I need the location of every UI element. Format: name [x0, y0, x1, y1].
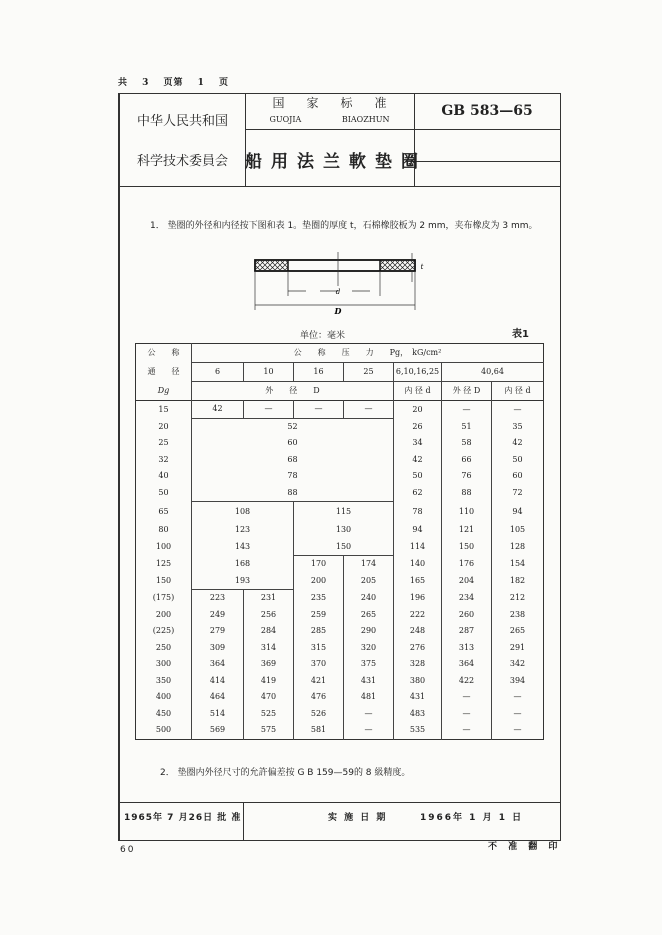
- table-row: [136, 673, 544, 690]
- outer-diameter-cell: 419: [244, 673, 294, 690]
- header-p-inner: 6,10,16,25: [394, 363, 442, 382]
- inner-diameter-high-pressure-cell: 42: [492, 435, 544, 452]
- inner-diameter-cell: 535: [394, 722, 442, 739]
- outer-diameter-high-pressure-cell: 287: [442, 623, 492, 640]
- outer-diameter-cell: —: [344, 706, 394, 723]
- nominal-diameter-cell: 40: [158, 471, 169, 481]
- outer-diameter-cell: 364: [192, 656, 244, 673]
- table-row: [136, 522, 544, 539]
- table-row: [136, 502, 544, 523]
- outer-diameter-high-pressure-cell: 260: [442, 607, 492, 624]
- outer-diameter-cell: 130: [294, 522, 394, 539]
- divider: [120, 802, 560, 803]
- outer-diameter-cell: 414: [192, 673, 244, 690]
- clause-1: 1． 垫圈的外径和内径按下图和表 1。垫圈的厚度 t，石棉橡胶板为 2 mm，夹布橡皮为 3 mm。: [150, 221, 538, 231]
- inner-diameter-cell: 78: [394, 502, 442, 523]
- outer-diameter-cell: 68: [192, 452, 394, 469]
- divider: [245, 129, 560, 130]
- outer-diameter-cell: 279: [192, 623, 244, 640]
- nominal-diameter-cell: 100: [155, 542, 172, 551]
- inner-diameter-high-pressure-cell: 291: [492, 640, 544, 657]
- page-counter: 共 3 页第 1 页: [118, 78, 230, 88]
- inner-diameter-high-pressure-cell: 50: [492, 452, 544, 469]
- inner-diameter-cell: 20: [394, 401, 442, 419]
- inner-diameter-high-pressure-cell: —: [492, 401, 544, 419]
- inner-diameter-high-pressure-cell: 394: [492, 673, 544, 690]
- inner-diameter-high-pressure-cell: 154: [492, 556, 544, 573]
- inner-diameter-high-pressure-cell: 94: [492, 502, 544, 523]
- inner-diameter-high-pressure-cell: 128: [492, 539, 544, 556]
- nominal-diameter-cell: 32: [158, 454, 169, 464]
- inner-diameter-high-pressure-cell: 60: [492, 468, 544, 485]
- outer-diameter-cell: 285: [294, 623, 344, 640]
- gasket-dimensions-table: [135, 343, 544, 740]
- outer-diameter-high-pressure-cell: —: [442, 401, 492, 419]
- table-row: [136, 706, 544, 723]
- outer-diameter-cell: 369: [244, 656, 294, 673]
- outer-diameter-cell: 115: [294, 502, 394, 523]
- header-p10: 10: [244, 363, 294, 382]
- no-reprint: 不 准 翻 印: [488, 842, 562, 852]
- standard-cn: 国家标准: [272, 96, 409, 110]
- outer-diameter-high-pressure-cell: 204: [442, 573, 492, 590]
- outer-diameter-cell: 108: [192, 502, 294, 523]
- outer-diameter-high-pressure-cell: —: [442, 689, 492, 706]
- outer-diameter-high-pressure-cell: 150: [442, 539, 492, 556]
- inner-diameter-cell: 62: [394, 485, 442, 502]
- table-row: [136, 485, 544, 502]
- outer-diameter-cell: 265: [344, 607, 394, 624]
- nominal-diameter-cell: 20: [158, 421, 169, 431]
- outer-diameter-high-pressure-cell: 422: [442, 673, 492, 690]
- outer-diameter-cell: 60: [192, 435, 394, 452]
- outer-diameter-cell: 431: [344, 673, 394, 690]
- header-inner-d: 内 径 d: [394, 382, 442, 401]
- outer-diameter-cell: 375: [344, 656, 394, 673]
- table-caption: 表1: [512, 329, 529, 340]
- org-line1: 中华人民共和国: [136, 114, 228, 129]
- inner-diameter-cell: 26: [394, 418, 442, 435]
- header-dg-line3: Dg: [157, 385, 170, 395]
- outer-diameter-high-pressure-cell: 58: [442, 435, 492, 452]
- inner-diameter-cell: 248: [394, 623, 442, 640]
- outer-diameter-cell: 314: [244, 640, 294, 657]
- header-p-high: 40,64: [442, 363, 544, 382]
- outer-diameter-cell: 231: [244, 590, 294, 607]
- outer-diameter-cell: 470: [244, 689, 294, 706]
- inner-diameter-cell: 276: [394, 640, 442, 657]
- outer-diameter-cell: 168: [192, 556, 294, 573]
- inner-diameter-high-pressure-cell: —: [492, 722, 544, 739]
- header-outer-D: 外 径 D: [192, 382, 394, 401]
- outer-diameter-cell: 284: [244, 623, 294, 640]
- outer-diameter-cell: 514: [192, 706, 244, 723]
- outer-diameter-high-pressure-cell: 88: [442, 485, 492, 502]
- nominal-diameter-cell: 450: [155, 708, 172, 718]
- table-row: [136, 556, 544, 573]
- outer-diameter-high-pressure-cell: 234: [442, 590, 492, 607]
- label-d: d: [335, 288, 341, 296]
- nominal-diameter-cell: 50: [158, 488, 169, 497]
- outer-diameter-cell: 205: [344, 573, 394, 590]
- inner-diameter-cell: 34: [394, 435, 442, 452]
- nominal-diameter-cell: 15: [158, 404, 169, 414]
- outer-diameter-cell: 42: [192, 401, 244, 419]
- gasket-diagram: [250, 250, 430, 315]
- header-inner-d2: 内 径 d: [492, 382, 544, 401]
- label-t: t: [420, 263, 424, 271]
- inner-diameter-cell: 196: [394, 590, 442, 607]
- divider: [243, 802, 244, 840]
- outer-diameter-cell: 170: [294, 556, 344, 573]
- table-row: [136, 656, 544, 673]
- outer-diameter-cell: 193: [192, 573, 294, 590]
- header-outer-D2: 外 径 D: [442, 382, 492, 401]
- divider: [120, 186, 560, 187]
- outer-diameter-high-pressure-cell: 313: [442, 640, 492, 657]
- nominal-diameter-cell: 65: [158, 506, 169, 516]
- inner-diameter-high-pressure-cell: 105: [492, 522, 544, 539]
- outer-diameter-cell: 476: [294, 689, 344, 706]
- nominal-diameter-cell: 350: [155, 675, 172, 685]
- nominal-diameter-cell: (225): [152, 626, 175, 636]
- page-number: 60: [120, 845, 136, 855]
- divider: [414, 161, 560, 162]
- standard-number: GB 583—65: [441, 103, 533, 119]
- outer-diameter-cell: 256: [244, 607, 294, 624]
- outer-diameter-cell: 526: [294, 706, 344, 723]
- inner-diameter-high-pressure-cell: 72: [492, 485, 544, 502]
- inner-diameter-cell: 165: [394, 573, 442, 590]
- outer-diameter-cell: —: [344, 401, 394, 419]
- outer-diameter-cell: 575: [244, 722, 294, 739]
- outer-diameter-cell: —: [294, 401, 344, 419]
- header-dg-line1: 公 称: [147, 348, 180, 358]
- outer-diameter-high-pressure-cell: 66: [442, 452, 492, 469]
- outer-diameter-cell: 581: [294, 722, 344, 739]
- outer-diameter-high-pressure-cell: 51: [442, 418, 492, 435]
- document-title: 船用法兰軟垫圈: [245, 152, 427, 172]
- outer-diameter-cell: 240: [344, 590, 394, 607]
- nominal-diameter-cell: 25: [158, 438, 169, 448]
- outer-diameter-high-pressure-cell: 176: [442, 556, 492, 573]
- inner-diameter-high-pressure-cell: 182: [492, 573, 544, 590]
- nominal-diameter-cell: 400: [155, 692, 172, 702]
- inner-diameter-high-pressure-cell: 238: [492, 607, 544, 624]
- clause-2: 2． 垫圈内外径尺寸的允許偏差按 G B 159—59的 8 級精度。: [160, 768, 411, 778]
- outer-diameter-cell: 464: [192, 689, 244, 706]
- outer-diameter-cell: 320: [344, 640, 394, 657]
- nominal-diameter-cell: 150: [155, 576, 172, 585]
- inner-diameter-cell: 50: [394, 468, 442, 485]
- nominal-diameter-cell: 500: [155, 725, 172, 735]
- table-row: [136, 689, 544, 706]
- table-row: [136, 623, 544, 640]
- outer-diameter-high-pressure-cell: 110: [442, 502, 492, 523]
- table-row: [136, 452, 544, 469]
- outer-diameter-cell: 78: [192, 468, 394, 485]
- header-p25: 25: [344, 363, 394, 382]
- outer-diameter-cell: 123: [192, 522, 294, 539]
- nominal-diameter-cell: 200: [155, 609, 172, 619]
- outer-diameter-high-pressure-cell: 121: [442, 522, 492, 539]
- inner-diameter-cell: 140: [394, 556, 442, 573]
- approval-date: 1965年 7 月26日 批 准: [124, 813, 242, 823]
- outer-diameter-high-pressure-cell: —: [442, 722, 492, 739]
- outer-diameter-cell: —: [344, 722, 394, 739]
- nominal-diameter-cell: 250: [155, 642, 172, 652]
- outer-diameter-cell: 200: [294, 573, 344, 590]
- table-row: [136, 722, 544, 739]
- outer-diameter-high-pressure-cell: 76: [442, 468, 492, 485]
- inner-diameter-high-pressure-cell: —: [492, 706, 544, 723]
- table-row: [136, 573, 544, 590]
- inner-diameter-cell: 431: [394, 689, 442, 706]
- outer-diameter-cell: 143: [192, 539, 294, 556]
- table-row: [136, 435, 544, 452]
- header-pressure: 公 称 压 力 Pg， kG/cm²: [192, 344, 544, 363]
- outer-diameter-cell: 235: [294, 590, 344, 607]
- outer-diameter-cell: 481: [344, 689, 394, 706]
- outer-diameter-cell: 370: [294, 656, 344, 673]
- outer-diameter-cell: 290: [344, 623, 394, 640]
- standard-pinyin: GUOJIA BIAOZHUN: [269, 115, 390, 124]
- table-row: [136, 468, 544, 485]
- table-row: [136, 539, 544, 556]
- inner-diameter-cell: 380: [394, 673, 442, 690]
- nominal-diameter-cell: 80: [158, 525, 169, 535]
- unit-label: 单位：毫米: [300, 331, 346, 341]
- inner-diameter-high-pressure-cell: 265: [492, 623, 544, 640]
- inner-diameter-cell: 483: [394, 706, 442, 723]
- outer-diameter-cell: 259: [294, 607, 344, 624]
- org-line2: 科学技术委員会: [136, 154, 228, 169]
- effective-date: 1966年 1 月 1 日: [420, 813, 524, 823]
- effective-label: 实 施 日 期: [328, 813, 388, 823]
- table-row: [136, 640, 544, 657]
- inner-diameter-high-pressure-cell: 342: [492, 656, 544, 673]
- outer-diameter-cell: 421: [294, 673, 344, 690]
- header-p6: 6: [192, 363, 244, 382]
- inner-diameter-cell: 94: [394, 522, 442, 539]
- nominal-diameter-cell: (175): [152, 593, 175, 602]
- outer-diameter-cell: 569: [192, 722, 244, 739]
- nominal-diameter-cell: 300: [155, 659, 172, 669]
- outer-diameter-high-pressure-cell: 364: [442, 656, 492, 673]
- outer-diameter-cell: 525: [244, 706, 294, 723]
- outer-diameter-high-pressure-cell: —: [442, 706, 492, 723]
- table-row: [136, 607, 544, 624]
- inner-diameter-high-pressure-cell: 212: [492, 590, 544, 607]
- header-dg-line2: 通 径: [147, 367, 180, 376]
- outer-diameter-cell: 52: [192, 418, 394, 435]
- outer-diameter-cell: 150: [294, 539, 394, 556]
- table-row: [136, 418, 544, 435]
- inner-diameter-high-pressure-cell: 35: [492, 418, 544, 435]
- outer-diameter-cell: 223: [192, 590, 244, 607]
- outer-diameter-cell: 309: [192, 640, 244, 657]
- outer-diameter-cell: —: [244, 401, 294, 419]
- header-p16: 16: [294, 363, 344, 382]
- inner-diameter-cell: 328: [394, 656, 442, 673]
- inner-diameter-cell: 42: [394, 452, 442, 469]
- label-D: D: [334, 306, 342, 315]
- inner-diameter-high-pressure-cell: —: [492, 689, 544, 706]
- outer-diameter-cell: 315: [294, 640, 344, 657]
- inner-diameter-cell: 114: [394, 539, 442, 556]
- inner-diameter-cell: 222: [394, 607, 442, 624]
- nominal-diameter-cell: 125: [155, 559, 172, 568]
- table-row: [136, 590, 544, 607]
- outer-diameter-cell: 88: [192, 485, 394, 502]
- outer-diameter-cell: 174: [344, 556, 394, 573]
- table-row: [136, 401, 544, 419]
- outer-diameter-cell: 249: [192, 607, 244, 624]
